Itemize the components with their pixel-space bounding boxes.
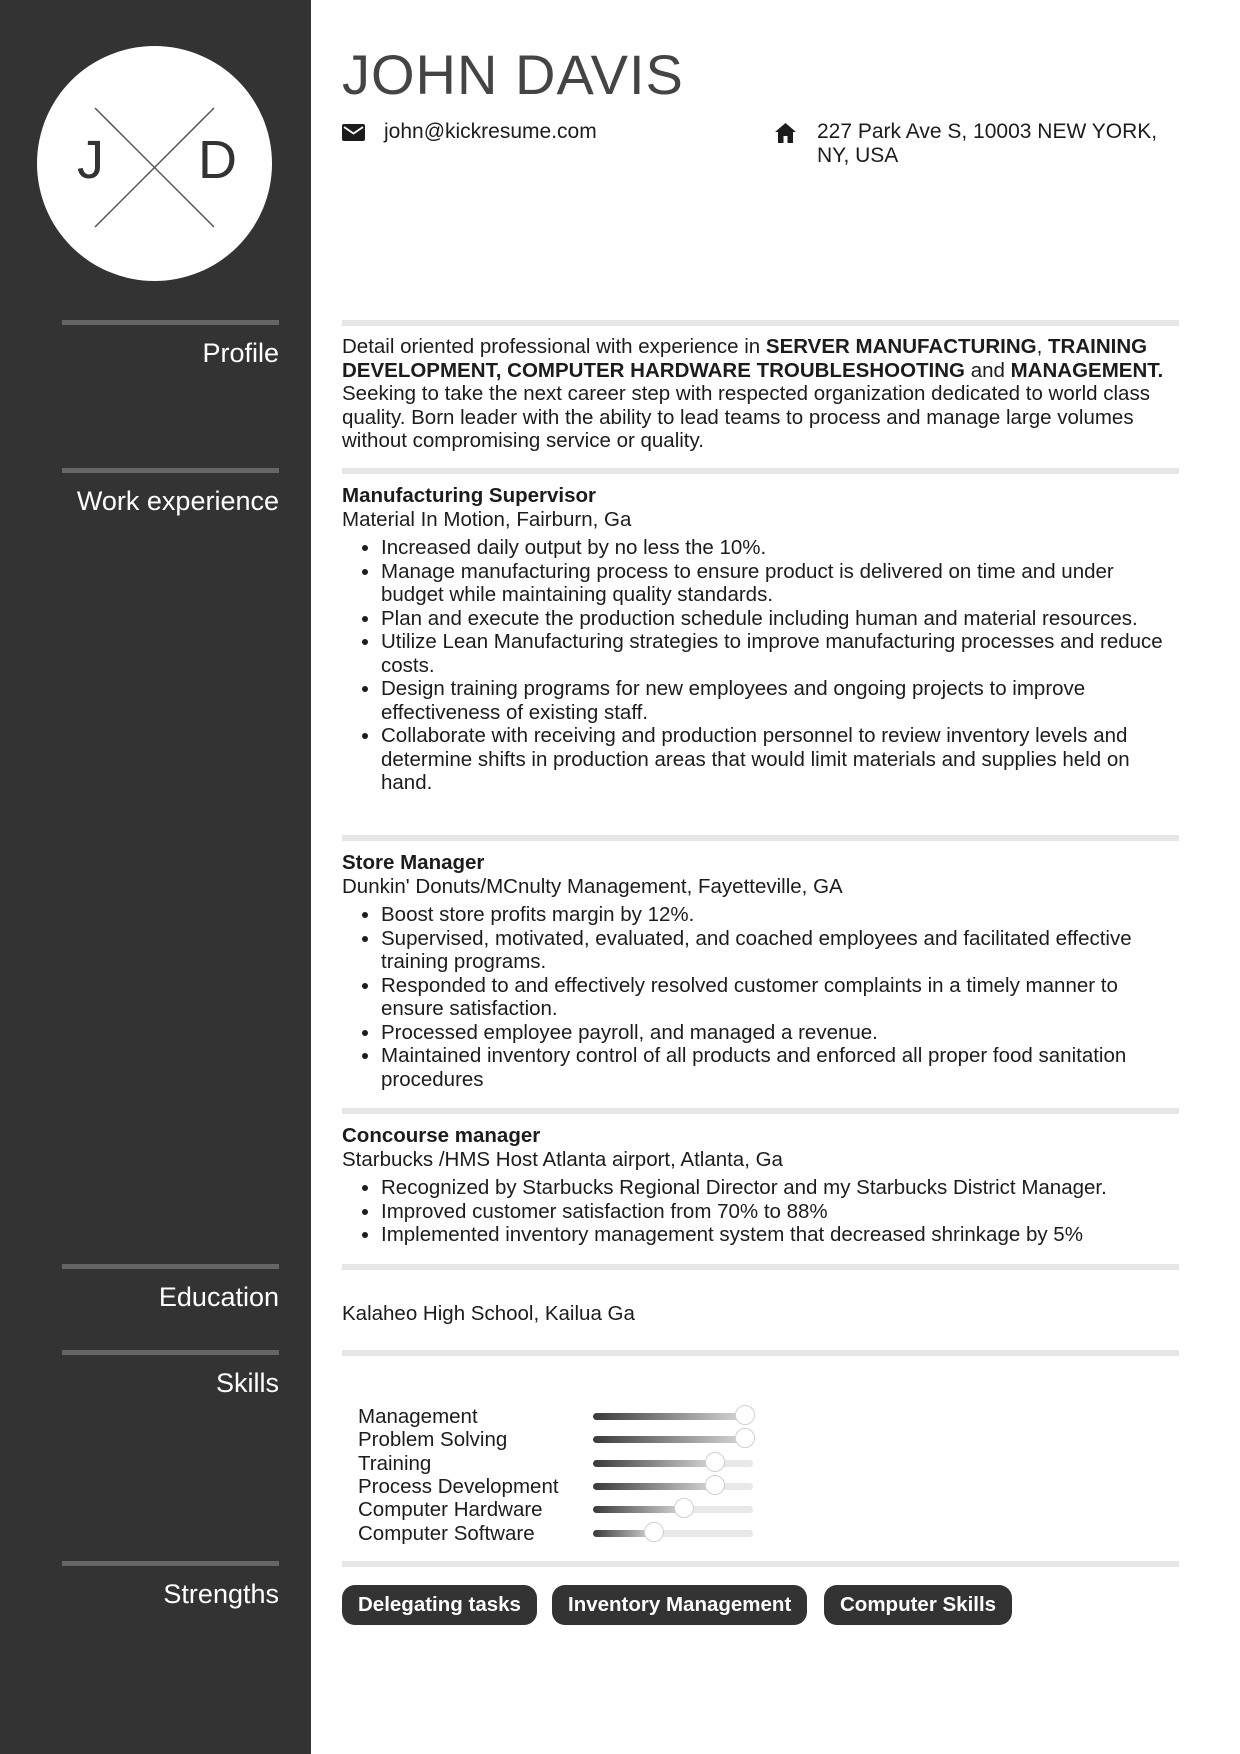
- job-bullet: • Utilize Lean Manufacturing strategies to improve manufacturing processes and reduce costs.: [381, 630, 1182, 677]
- job-entry: [342, 1124, 1182, 1247]
- section-heading-profile: Profile: [62, 320, 279, 369]
- profile-keyword: MANAGEMENT.: [1010, 358, 1164, 382]
- strength-tag: Computer Skills: [824, 1585, 1012, 1625]
- skill-level-knob: [674, 1498, 694, 1518]
- profile-text: and: [965, 358, 1011, 382]
- section-heading-education: Education: [62, 1264, 279, 1313]
- job-bullet: • Improved customer satisfaction from 70% to 88%: [381, 1200, 1182, 1224]
- skill-row: [358, 1498, 778, 1521]
- job-entry: [342, 851, 1182, 1091]
- profile-text: ,: [1036, 335, 1049, 358]
- job-title: Concourse manager: [342, 1124, 541, 1147]
- skill-level-fill: [593, 1460, 715, 1467]
- skill-name: Management: [358, 1405, 478, 1428]
- skill-row: [358, 1522, 778, 1545]
- skill-level-track: [593, 1506, 753, 1513]
- skill-level-track: [593, 1413, 753, 1420]
- candidate-name: JOHN DAVIS: [342, 43, 684, 106]
- skill-level-knob: [735, 1405, 755, 1425]
- profile-summary: [342, 335, 1182, 453]
- job-bullets: [342, 1176, 1182, 1247]
- job-bullet: • Recognized by Starbucks Regional Director and my Starbucks District Manager.: [381, 1176, 1182, 1200]
- job-company: Starbucks /HMS Host Atlanta airport, Atlanta, Ga: [342, 1147, 783, 1171]
- profile-text: Seeking to take the next career step with respected organization dedicated to world class quality. Born leader with the ability to lead teams to process and manage large volumes without compromising service or quality.: [342, 382, 1150, 452]
- monogram-letter-right: D: [198, 130, 237, 190]
- job-bullet: • Collaborate with receiving and production personnel to review inventory levels and determine shifts in production areas that would limit materials and supplies held on hand.: [381, 724, 1182, 795]
- monogram-letter-left: J: [77, 130, 104, 190]
- job-bullet: • Responded to and effectively resolved customer complaints in a timely manner to ensure satisfaction.: [381, 974, 1182, 1021]
- address-line-2: NY, USA: [817, 144, 899, 167]
- skill-level-knob: [705, 1475, 725, 1495]
- profile-keyword: TRAINING DEVELOPMENT, COMPUTER HARDWARE TROUBLESHOOTING: [342, 335, 1148, 382]
- skill-name: Computer Software: [358, 1521, 535, 1545]
- skill-level-fill: [593, 1436, 745, 1443]
- strength-tag: Delegating tasks: [342, 1585, 537, 1625]
- job-company: Material In Motion, Fairburn, Ga: [342, 507, 632, 531]
- skill-row: [358, 1428, 778, 1451]
- job-bullet: • Increased daily output by no less the 10%.: [381, 536, 1182, 560]
- skill-name: Computer Hardware: [358, 1498, 543, 1522]
- skill-level-knob: [735, 1428, 755, 1448]
- divider: [342, 1561, 1179, 1567]
- divider: [342, 1350, 1179, 1356]
- job-title: Store Manager: [342, 851, 485, 874]
- address-text: [817, 120, 1157, 168]
- strength-tag: Inventory Management: [552, 1585, 807, 1625]
- skill-level-fill: [593, 1413, 745, 1420]
- divider: [342, 835, 1179, 841]
- home-icon: [775, 123, 796, 149]
- section-heading-skills: Skills: [62, 1350, 279, 1399]
- monogram: [37, 46, 272, 281]
- job-bullet: • Supervised, motivated, evaluated, and coached employees and facilitated effective training programs.: [381, 927, 1182, 974]
- address-line-1: 227 Park Ave S, 10003 NEW YORK,: [817, 120, 1158, 143]
- skill-level-track: [593, 1436, 753, 1443]
- job-bullet: • Processed employee payroll, and managed a revenue.: [381, 1021, 1182, 1045]
- skill-level-track: [593, 1460, 753, 1467]
- skill-name: Process Development: [358, 1474, 559, 1498]
- job-company: Dunkin' Donuts/MCnulty Management, Fayetteville, GA: [342, 874, 843, 898]
- skill-level-track: [593, 1483, 753, 1490]
- job-bullets: [342, 903, 1182, 1091]
- job-bullet: • Design training programs for new employees and ongoing projects to improve effectiveness of existing staff.: [381, 677, 1182, 724]
- job-bullet: • Boost store profits margin by 12%.: [381, 903, 1182, 927]
- job-entry: [342, 484, 1182, 795]
- sidebar: [0, 0, 311, 1754]
- skill-row: [358, 1475, 778, 1498]
- job-bullet: • Implemented inventory management system that decreased shrinkage by 5%: [381, 1223, 1182, 1247]
- job-bullet: • Maintained inventory control of all products and enforced all proper food sanitation procedures: [381, 1044, 1182, 1091]
- profile-keyword: SERVER MANUFACTURING: [765, 335, 1037, 358]
- skill-row: [358, 1452, 778, 1475]
- divider: [342, 1108, 1179, 1114]
- divider: [342, 320, 1179, 326]
- skill-name: Training: [358, 1451, 432, 1475]
- divider: [342, 1264, 1179, 1270]
- envelope-icon: [342, 123, 365, 147]
- job-bullet: • Manage manufacturing process to ensure product is delivered on time and under budget while maintaining quality standards.: [381, 560, 1182, 607]
- skill-level-fill: [593, 1506, 684, 1513]
- skill-level-track: [593, 1530, 753, 1537]
- job-bullet: • Plan and execute the production schedule including human and material resources.: [381, 607, 1182, 631]
- section-heading-work-experience: Work experience: [62, 468, 279, 517]
- email-text[interactable]: john@kickresume.com: [384, 120, 597, 143]
- skill-row: [358, 1405, 778, 1428]
- skill-level-fill: [593, 1483, 715, 1490]
- divider: [342, 468, 1179, 474]
- section-heading-strengths: Strengths: [62, 1561, 279, 1610]
- skill-level-knob: [644, 1522, 664, 1542]
- skill-level-knob: [705, 1452, 725, 1472]
- job-title: Manufacturing Supervisor: [342, 484, 597, 507]
- education-entry: Kalaheo High School, Kailua Ga: [342, 1302, 635, 1325]
- skill-name: Problem Solving: [358, 1428, 508, 1452]
- profile-text: Detail oriented professional with experience in: [342, 335, 766, 358]
- job-bullets: [342, 536, 1182, 795]
